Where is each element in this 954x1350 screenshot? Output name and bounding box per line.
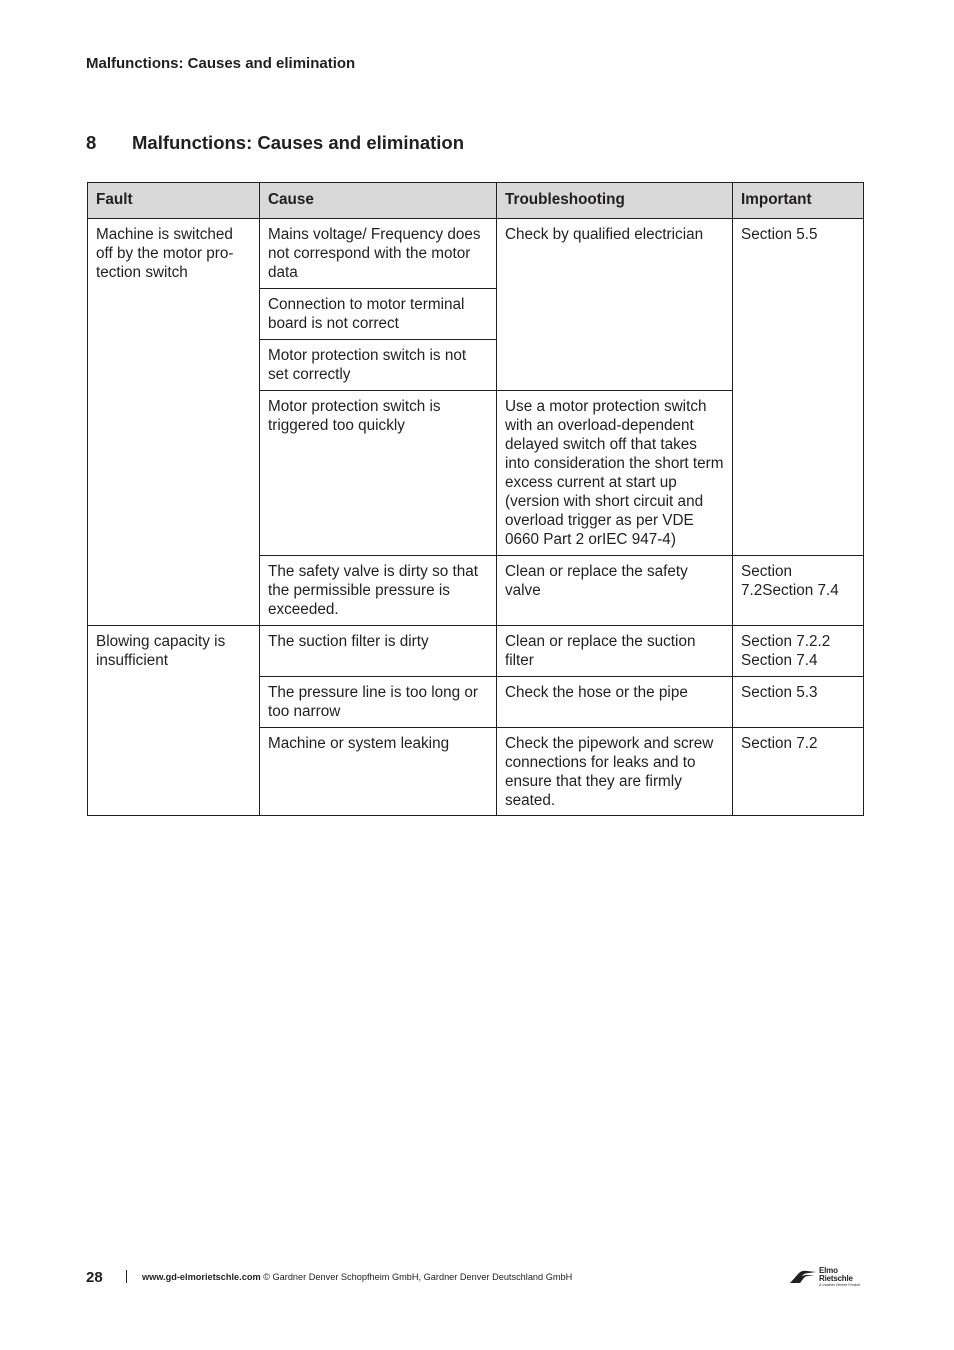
- fault-cell: Machine is switched off by the motor pro-tection switch: [88, 219, 260, 626]
- cause-cell: Connection to motor terminal board is not correct: [260, 289, 497, 340]
- cause-cell: The safety valve is dirty so that the permissible pressure is exceeded.: [260, 556, 497, 626]
- important-line: Section 7.2.2: [741, 633, 831, 650]
- column-header-troubleshooting: Troubleshooting: [497, 183, 733, 219]
- fault-cell: Blowing capacity is insufficient: [88, 626, 260, 816]
- important-cell: Section 7.2Section 7.4: [733, 556, 864, 626]
- page-footer: [86, 1266, 866, 1290]
- copyright-text: © Gardner Denver Schopfheim GmbH, Gardner Denver Deutschland GmbH: [260, 1272, 573, 1282]
- troubleshooting-cell: Check the pipework and screw connections for leaks and to ensure that they are firmly seated.: [497, 728, 733, 816]
- page-number: 28: [86, 1269, 103, 1286]
- footer-text: [142, 1272, 572, 1282]
- troubleshooting-cell: Clean or replace the suction filter: [497, 626, 733, 677]
- troubleshooting-cell: Check the hose or the pipe: [497, 677, 733, 728]
- cause-cell: Mains voltage/ Frequency does not correspond with the motor data: [260, 219, 497, 289]
- important-line: Section 7.4: [741, 652, 818, 669]
- cause-cell: Motor protection switch is not set correctly: [260, 340, 497, 391]
- column-header-important: Important: [733, 183, 864, 219]
- footer-divider: [126, 1270, 127, 1283]
- malfunctions-table: [87, 182, 864, 816]
- website-link[interactable]: www.gd-elmorietschle.com: [142, 1272, 261, 1282]
- important-cell: Section 5.3: [733, 677, 864, 728]
- column-header-cause: Cause: [260, 183, 497, 219]
- section-number: 8: [86, 132, 97, 153]
- troubleshooting-cell: Check by qualified electrician: [497, 219, 733, 391]
- important-cell: Section 5.5: [733, 219, 864, 556]
- cause-cell: Machine or system leaking: [260, 728, 497, 816]
- troubleshooting-cell: Use a motor protection switch with an overload-dependent delayed switch off that takes into consideration the short term excess current at start up (version with short circuit and overload trigger as per VDE 0660 Part 2 orIEC 947-4): [497, 391, 733, 556]
- section-heading: [86, 132, 464, 154]
- running-header: Malfunctions: Causes and elimination: [86, 55, 356, 72]
- important-cell: [733, 626, 864, 677]
- important-cell: Section 7.2: [733, 728, 864, 816]
- table-row: [88, 219, 864, 289]
- logo-tagline: A Gardner Denver Product: [819, 1283, 861, 1287]
- column-header-fault: Fault: [88, 183, 260, 219]
- cause-cell: Motor protection switch is triggered too quickly: [260, 391, 497, 556]
- cause-cell: The pressure line is too long or too narrow: [260, 677, 497, 728]
- swoosh-logo-icon: [789, 1270, 817, 1284]
- cause-cell: The suction filter is dirty: [260, 626, 497, 677]
- troubleshooting-cell: Clean or replace the safety valve: [497, 556, 733, 626]
- logo-wordmark: Elmo Rietschle: [819, 1266, 853, 1283]
- elmo-rietschle-logo: [789, 1266, 867, 1290]
- table-header-row: [88, 183, 864, 219]
- table-row: [88, 626, 864, 677]
- section-title: Malfunctions: Causes and elimination: [132, 132, 465, 153]
